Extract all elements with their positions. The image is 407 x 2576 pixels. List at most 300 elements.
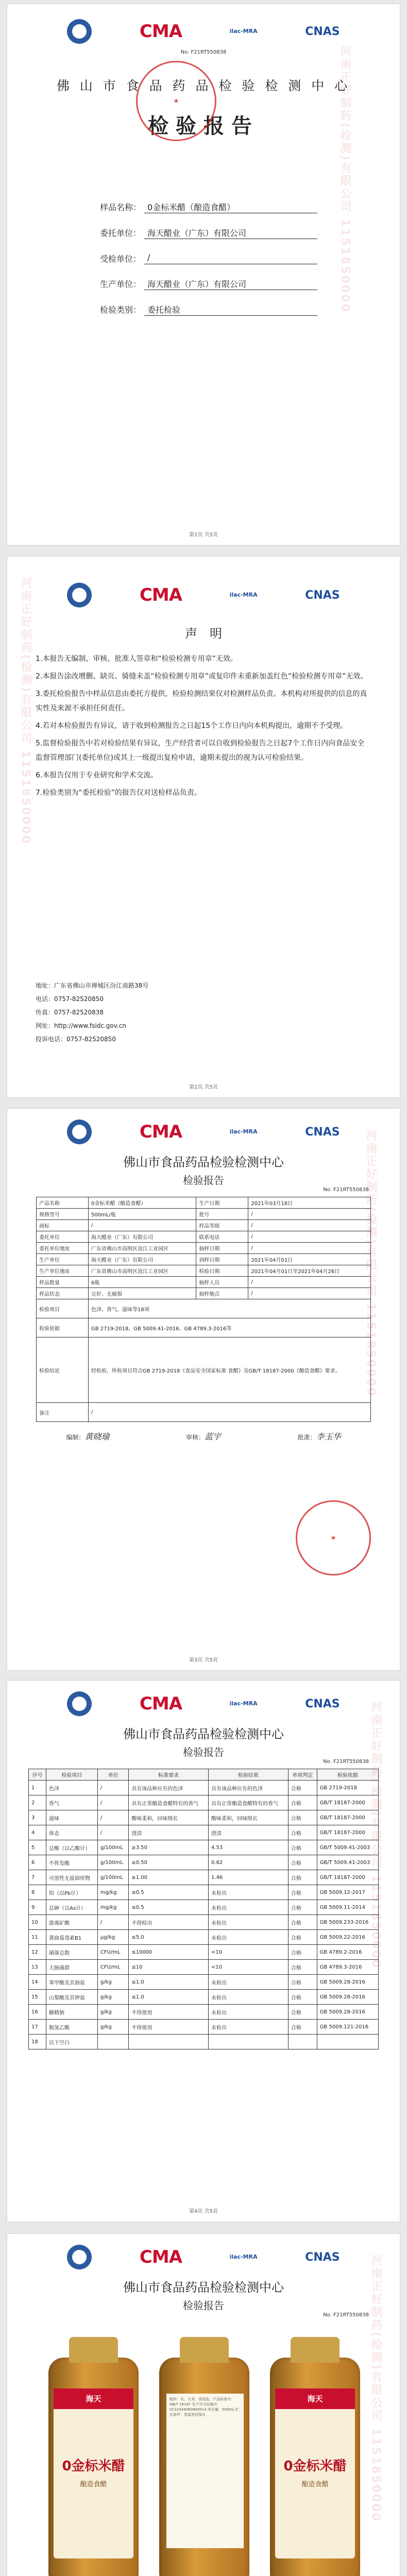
signer-prepared: 编制：黄晓瑜 <box>66 1432 110 1442</box>
table-cell <box>97 2035 128 2049</box>
table-cell: 可溶性无盐固形物 <box>46 1870 98 1885</box>
table-cell: μg/kg <box>97 1930 128 1945</box>
table-row <box>37 1318 371 1337</box>
table-cell: 脱氢乙酸 <box>46 2020 98 2035</box>
table-cell: ≤0.5 <box>129 1900 209 1915</box>
table-cell: 0金标米醋（酿造食醋） <box>89 1197 196 1209</box>
fsidc-logo <box>67 1691 92 1716</box>
table-cell: <10 <box>209 1945 289 1960</box>
table-cell: GB 5009.22-2016 <box>317 1930 378 1945</box>
table-cell: GB/T 18187-2000 <box>317 1795 378 1810</box>
table-cell: 10 <box>29 1915 46 1930</box>
swirl-icon <box>67 1691 92 1716</box>
table-cell: 2 <box>29 1795 46 1810</box>
table-cell: g/kg <box>97 2005 128 2020</box>
table-cell: 检验项目 <box>37 1299 89 1318</box>
table-row <box>29 1795 379 1810</box>
table-cell: 生产日期 <box>196 1197 248 1209</box>
table-cell: / <box>97 1795 128 1810</box>
label-band: 海天 <box>54 2388 133 2409</box>
table-cell: 17 <box>29 2020 46 2035</box>
logo-bar <box>7 577 400 613</box>
table-cell: 委托单位 <box>37 1231 89 1243</box>
table-cell: mg/kg <box>97 1885 128 1900</box>
table-cell: / <box>89 1403 371 1422</box>
swirl-icon <box>67 583 92 607</box>
signer-reviewed: 审核：蓝宇 <box>185 1432 221 1442</box>
table-cell: 合格 <box>288 1840 317 1855</box>
report-number: No. F21RT550838 <box>180 49 227 55</box>
table-cell: 完好、无破损 <box>89 1288 196 1299</box>
cma-logo: CMA <box>139 2247 182 2267</box>
table-cell: 未检出 <box>209 1885 289 1900</box>
table-cell: 未检出 <box>209 2020 289 2035</box>
fsidc-logo <box>67 2245 92 2269</box>
table-header-cell: 检验项目 <box>46 1769 98 1781</box>
table-cell: 糖精钠 <box>46 2005 98 2020</box>
table-cell: 合格 <box>288 2005 317 2020</box>
table-cell: 合格 <box>288 1915 317 1930</box>
table-cell: 2021年04月01日 <box>248 1254 371 1265</box>
table-header-cell: 检验结果 <box>209 1769 289 1781</box>
table-cell: 未检出 <box>209 1990 289 2005</box>
cma-logo: CMA <box>139 585 182 605</box>
table-cell: 色泽 <box>46 1781 98 1795</box>
table-cell: 生产单位地址 <box>37 1265 89 1277</box>
table-row <box>37 1403 371 1422</box>
cnas-logo: CNAS <box>305 588 340 602</box>
table-cell: 批号 <box>196 1209 248 1220</box>
table-cell: g/kg <box>97 1990 128 2005</box>
table-cell: 抽样日期 <box>196 1243 248 1254</box>
field-client: 委托单位： 海天醋业（广东）有限公司 <box>100 227 400 239</box>
table-cell: 3 <box>29 1810 46 1825</box>
ilac-logo: ilac-MRA <box>229 1128 258 1135</box>
bottle-label <box>54 2388 133 2558</box>
label-band: 海天 <box>275 2388 355 2409</box>
watermark: 河南正好制药(检测)有限公司 1151850000 <box>364 1129 377 1397</box>
table-cell: 合格 <box>288 1930 317 1945</box>
table-cell: GB 5009.28-2016 <box>317 2005 378 2020</box>
table-header-row <box>29 1769 379 1781</box>
table-cell: 12 <box>29 1945 46 1960</box>
page-number: 第4页 共5页 <box>189 2209 218 2214</box>
table-cell: g/100mL <box>97 1870 128 1885</box>
table-cell: 2021年03月18日 <box>248 1197 371 1209</box>
table-row <box>29 1975 379 1990</box>
table-cell: CFU/mL <box>97 1945 128 1960</box>
report-subtitle: 检验报告 <box>183 1746 224 1758</box>
cover-page <box>7 4 400 545</box>
page-number: 第3页 共5页 <box>189 1657 218 1663</box>
table-cell: 规格型号 <box>37 1209 89 1220</box>
table-cell: ≤1.0 <box>129 1990 209 2005</box>
table-cell: 具有该品种应有的色泽 <box>129 1781 209 1795</box>
table-cell: 总酸（以乙酸计） <box>46 1840 98 1855</box>
signature-row <box>28 1430 379 1442</box>
table-cell: 酸味柔和，回味绵长 <box>129 1810 209 1825</box>
table-cell: / <box>248 1277 371 1288</box>
table-cell: 合格 <box>288 1870 317 1885</box>
label-product-name: 0金标米醋 <box>62 2459 125 2474</box>
table-cell: 未检出 <box>209 1975 289 1990</box>
report-number: No. F21RT550838 <box>323 2312 369 2318</box>
label-product-type: 酿造食醋 <box>301 2481 329 2488</box>
table-cell: 不得使用 <box>129 2005 209 2020</box>
table-cell: 检验依据 <box>37 1318 89 1337</box>
cover-title: 佛 山 市 食 品 药 品 检 验 检 测 中 心 <box>56 78 351 93</box>
swirl-icon <box>67 2245 92 2269</box>
table-cell: 5 <box>29 1840 46 1855</box>
table-cell: GB 5009.12-2017 <box>317 1885 378 1900</box>
table-cell: GB 5009.28-2016 <box>317 1990 378 2005</box>
table-cell <box>129 2035 209 2049</box>
table-cell <box>288 2035 317 2049</box>
table-cell: 未检出 <box>209 2005 289 2020</box>
table-cell: 合格 <box>288 1855 317 1870</box>
logo-bar <box>7 1686 400 1722</box>
table-row <box>29 1930 379 1945</box>
report-number: No. F21RT550838 <box>323 1759 369 1765</box>
swirl-icon <box>67 1120 92 1144</box>
report-title: 佛山市食品药品检验检测中心 <box>123 2280 284 2295</box>
table-cell: / <box>248 1243 371 1254</box>
table-cell: / <box>248 1231 371 1243</box>
table-cell: 总砷（以As计） <box>46 1900 98 1915</box>
table-cell: 具有正常酿造食醋特有的香气 <box>129 1795 209 1810</box>
table-row <box>37 1265 371 1277</box>
cma-logo: CMA <box>139 1122 182 1142</box>
table-row <box>37 1288 371 1299</box>
contact-fax: 传真：0757-82520838 <box>36 1009 104 1016</box>
table-cell: ≤10 <box>129 1960 209 1975</box>
table-cell: <10 <box>209 1960 289 1975</box>
report-title: 佛山市食品药品检验检测中心 <box>123 1727 284 1741</box>
table-cell: 滋味 <box>46 1810 98 1825</box>
table-cell: ≥0.50 <box>129 1855 209 1870</box>
label-product-name: 0金标米醋 <box>283 2459 347 2474</box>
table-row <box>29 1840 379 1855</box>
table-cell: 联系电话 <box>196 1231 248 1243</box>
table-cell: GB/T 18187-2000 <box>317 1810 378 1825</box>
table-cell: / <box>97 1915 128 1930</box>
notice-page <box>7 556 400 1097</box>
ilac-logo: ilac-MRA <box>229 591 258 598</box>
table-cell: ≤10000 <box>129 1945 209 1960</box>
table-cell: / <box>97 1825 128 1840</box>
swirl-icon <box>67 19 92 44</box>
table-cell: 样品数量 <box>37 1277 89 1288</box>
ilac-logo: ilac-MRA <box>229 28 258 35</box>
table-cell: 检验结论 <box>37 1337 89 1403</box>
bottle-back-label: 配料：水、大米、食用盐。产品标准号：GB/T 18187 生产许可证编号：SC10344060800014 净含量：500mL 贮存条件：常温密封保存 <box>166 2394 244 2548</box>
table-cell: 合格 <box>288 2020 317 2035</box>
table-row <box>29 1810 379 1825</box>
table-cell: 合格 <box>288 1990 317 2005</box>
table-cell: 色泽、香气、滋味等18项 <box>89 1299 371 1318</box>
table-cell: ≤0.5 <box>129 1885 209 1900</box>
table-cell: 香气 <box>46 1795 98 1810</box>
table-row <box>29 1900 379 1915</box>
table-cell: 2021年04月01日至2021年04月26日 <box>248 1265 371 1277</box>
report-title: 佛山市食品药品检验检测中心 <box>123 1155 284 1170</box>
table-cell: 不得检出 <box>129 1915 209 1930</box>
table-row <box>37 1231 371 1243</box>
table-header-cell: 检验依据 <box>317 1769 378 1781</box>
table-cell: 黄曲霉毒素B1 <box>46 1930 98 1945</box>
contact-address: 地址：广东省佛山市禅城区汾江南路38号 <box>36 982 149 989</box>
bottle-cap <box>69 2337 118 2363</box>
table-cell: 未检出 <box>209 1900 289 1915</box>
table-row <box>29 2035 379 2049</box>
table-cell: 山梨酸及其钾盐 <box>46 1990 98 2005</box>
table-cell: 海天醋业（广东）有限公司 <box>89 1254 196 1265</box>
cover-subtitle: 检验报告 <box>148 114 259 138</box>
report-summary-page <box>7 1109 400 1670</box>
table-row <box>29 1870 379 1885</box>
table-cell: ≥1.00 <box>129 1870 209 1885</box>
table-cell: 产品名称 <box>37 1197 89 1209</box>
table-cell: 合格 <box>288 1781 317 1795</box>
table-cell: ≤5.0 <box>129 1930 209 1945</box>
page-number: 第1页 共5页 <box>189 532 218 538</box>
cnas-logo: CNAS <box>305 1697 340 1710</box>
table-cell: 抽样人员 <box>196 1277 248 1288</box>
table-cell: 15 <box>29 1990 46 2005</box>
report-subtitle: 检验报告 <box>183 2299 224 2312</box>
table-cell: GB 5009.233-2016 <box>317 1915 378 1930</box>
cma-logo: CMA <box>139 1693 182 1714</box>
results-table <box>28 1769 379 2049</box>
contact-phone: 电话：0757-82520850 <box>36 995 104 1003</box>
table-cell: g/kg <box>97 2020 128 2035</box>
photo-page <box>7 2234 400 2576</box>
cma-logo: CMA <box>139 21 182 42</box>
table-cell: mg/kg <box>97 1900 128 1915</box>
contact-complaint: 投诉电话：0757-82520850 <box>36 1036 116 1043</box>
table-cell: 1 <box>29 1781 46 1795</box>
table-cell: 大肠菌群 <box>46 1960 98 1975</box>
table-header-cell: 单项判定 <box>288 1769 317 1781</box>
table-cell: 合格 <box>288 1945 317 1960</box>
logo-bar <box>7 13 400 49</box>
field-producer: 生产单位： 海天醋业（广东）有限公司 <box>100 278 400 290</box>
table-row <box>29 1885 379 1900</box>
notice-item: 4.若对本检验报告有异议，请于收到检测报告之日起15个工作日内向本机构提出，逾期不予受理。 <box>36 722 348 730</box>
table-cell: ≥3.50 <box>129 1840 209 1855</box>
table-row <box>37 1254 371 1265</box>
table-cell: 铅（以Pb计） <box>46 1885 98 1900</box>
table-cell: 4 <box>29 1825 46 1840</box>
table-cell: 18 <box>29 2035 46 2049</box>
table-cell: GB/T 5009.41-2003 <box>317 1840 378 1855</box>
signer-approved: 批准：李玉华 <box>297 1432 341 1442</box>
table-cell: GB 5009.121-2016 <box>317 2020 378 2035</box>
table-cell: 合格 <box>288 1900 317 1915</box>
product-photo-front <box>48 2358 139 2576</box>
table-cell: 酸味柔和，回味绵长 <box>209 1810 289 1825</box>
table-cell: 游离矿酸 <box>46 1915 98 1930</box>
cnas-logo: CNAS <box>305 1125 340 1139</box>
table-cell: g/100mL <box>97 1840 128 1855</box>
table-row <box>29 2005 379 2020</box>
table-cell: / <box>89 1220 196 1231</box>
table-cell: 样品等级 <box>196 1220 248 1231</box>
fsidc-logo <box>67 583 92 607</box>
official-seal: ★ <box>136 61 216 141</box>
table-cell: 澄清 <box>209 1825 289 1840</box>
fsidc-logo <box>67 1120 92 1144</box>
table-cell: 合格 <box>288 1960 317 1975</box>
table-row <box>29 1960 379 1975</box>
table-cell: 广东省佛山市高明区沧江工业园区 <box>89 1243 196 1254</box>
notice-item: 6.本报告仅用于专业研究和学术交流。 <box>36 771 158 779</box>
ilac-logo: ilac-MRA <box>229 1700 258 1707</box>
table-cell: / <box>97 1781 128 1795</box>
table-cell: 合格 <box>288 1885 317 1900</box>
table-cell: 14 <box>29 1975 46 1990</box>
page-number: 第2页 共5页 <box>189 1084 218 1090</box>
table-cell: 抽样地点 <box>196 1288 248 1299</box>
table-cell: 澄清 <box>129 1825 209 1840</box>
table-cell: 体态 <box>46 1825 98 1840</box>
watermark: 河南正好制药(检测)有限公司 1151850000 <box>19 577 32 845</box>
table-row <box>29 1945 379 1960</box>
table-cell: 合格 <box>288 1975 317 1990</box>
table-header-cell: 标准要求 <box>129 1769 209 1781</box>
report-number: No. F21RT550838 <box>323 1187 369 1193</box>
notice-list <box>36 652 371 800</box>
official-seal: ★ <box>296 1500 371 1575</box>
ilac-logo: ilac-MRA <box>229 2253 258 2260</box>
table-cell: 备注 <box>37 1403 89 1422</box>
table-cell: / <box>248 1288 371 1299</box>
bottle-cap <box>180 2337 229 2363</box>
table-cell: 4.53 <box>209 1840 289 1855</box>
contact-block <box>36 979 148 1046</box>
watermark: 河南正好制药(检测)有限公司 1151850000 <box>369 2255 382 2522</box>
field-category: 检验类别： 委托检验 <box>100 303 400 316</box>
bottle-label <box>275 2388 355 2558</box>
notice-item: 3.委托检验报告中样品信息由委托方提供，检验检测结果仅对检测样品负责。本机构对所提供的信息的真实性及来源不承担任何责任。 <box>36 690 367 713</box>
table-row <box>37 1197 371 1209</box>
summary-table <box>36 1197 371 1422</box>
product-photo-side <box>159 2358 249 2576</box>
table-row <box>29 1825 379 1840</box>
table-cell: ≤1.0 <box>129 1975 209 1990</box>
table-cell: 合格 <box>288 1825 317 1840</box>
table-cell: 委托单位地址 <box>37 1243 89 1254</box>
table-row <box>29 1915 379 1930</box>
table-row <box>37 1209 371 1220</box>
notice-item: 7.检验类别为“委托检验”的报告仅对送检样品负责。 <box>36 789 201 797</box>
table-row <box>29 1990 379 2005</box>
field-sample-name: 样品名称： 0金标米醋（酿造食醋） <box>100 201 400 213</box>
bottle-cap <box>291 2337 340 2363</box>
table-cell: GB 4789.3-2016 <box>317 1960 378 1975</box>
table-cell: GB/T 5009.41-2003 <box>317 1855 378 1870</box>
table-cell: 13 <box>29 1960 46 1975</box>
table-cell <box>209 2035 289 2049</box>
table-cell: 商标 <box>37 1220 89 1231</box>
label-product-type: 酿造食醋 <box>80 2481 107 2488</box>
table-cell: 未检出 <box>209 1930 289 1945</box>
logo-bar <box>7 2239 400 2275</box>
table-row <box>37 1243 371 1254</box>
cnas-logo: CNAS <box>305 25 340 38</box>
table-cell: 11 <box>29 1930 46 1945</box>
table-row <box>37 1277 371 1288</box>
table-cell: 苯甲酸及其钠盐 <box>46 1975 98 1990</box>
table-row <box>37 1220 371 1231</box>
table-cell: GB 5009.28-2016 <box>317 1975 378 1990</box>
table-cell: GB 2719-2018 <box>317 1781 378 1795</box>
field-inspected: 受检单位： / <box>100 252 400 264</box>
table-cell: 合格 <box>288 1810 317 1825</box>
table-cell: 检验日期 <box>196 1265 248 1277</box>
table-cell: 8 <box>29 1885 46 1900</box>
table-cell: 0.62 <box>209 1855 289 1870</box>
table-row <box>29 1855 379 1870</box>
logo-bar <box>7 1114 400 1150</box>
table-cell: g/100mL <box>97 1855 128 1870</box>
table-cell: GB 5009.11-2014 <box>317 1900 378 1915</box>
notice-item: 1.本报告无编制、审核、批准人签章和“检验检测专用章”无效。 <box>36 655 238 663</box>
watermark: 河南正好制药(检测)有限公司 1151850000 <box>338 45 351 313</box>
table-cell: 6瓶 <box>89 1277 196 1288</box>
table-cell: / <box>248 1220 371 1231</box>
fsidc-logo <box>67 19 92 44</box>
table-cell: CFU/mL <box>97 1960 128 1975</box>
table-cell: 1.46 <box>209 1870 289 1885</box>
table-cell: 500mL/瓶 <box>89 1209 196 1220</box>
table-cell: 16 <box>29 2005 46 2020</box>
notice-item: 2.本报告涂改增删、缺页、骑缝未盖“检验检测专用章”或复印件未重新加盖红色“检验检测专用章”无效。 <box>36 672 368 681</box>
table-cell: 广东省佛山市高明区沧江工业园区 <box>89 1265 196 1277</box>
contact-web: 网址：http://www.fsidc.gov.cn <box>36 1022 126 1029</box>
table-cell: GB/T 18187-2000 <box>317 1870 378 1885</box>
table-cell: 具有该品种应有的色泽 <box>209 1781 289 1795</box>
cnas-logo: CNAS <box>305 2250 340 2264</box>
table-row <box>37 1337 371 1403</box>
table-cell: 具有正常酿造食醋特有的香气 <box>209 1795 289 1810</box>
table-cell: 生产单位 <box>37 1254 89 1265</box>
table-cell: g/kg <box>97 1975 128 1990</box>
notice-item: 5.监督检验报告中若对检验结果有异议，生产经营者可以自收到检验报告之日起7个工作日内向食品安全监督管理部门(委托单位)或其上一级提出复检申请，逾期未提出的视为认可检验结果。 <box>36 739 365 762</box>
table-cell: 以下空白 <box>46 2035 98 2049</box>
table-row <box>29 2020 379 2035</box>
watermark: 河南正好制药(检测)有限公司 1151850000 <box>369 1701 382 1969</box>
report-subtitle: 检验报告 <box>183 1174 224 1187</box>
table-cell: 样品状态 <box>37 1288 89 1299</box>
table-cell: GB 4789.2-2016 <box>317 1945 378 1960</box>
table-cell: 6 <box>29 1855 46 1870</box>
table-cell: 菌落总数 <box>46 1945 98 1960</box>
cover-fields <box>100 201 400 316</box>
table-header-cell: 单位 <box>97 1769 128 1781</box>
table-cell: / <box>97 1810 128 1825</box>
notice-title: 声 明 <box>185 626 222 641</box>
table-row <box>29 1781 379 1795</box>
table-cell: GB/T 18187-2000 <box>317 1825 378 1840</box>
table-cell: GB 2719-2018、GB 5009.41-2016、GB 4789.3-2016等 <box>89 1318 371 1337</box>
table-cell: 7 <box>29 1870 46 1885</box>
table-cell: 经检验，所检项目符合GB 2719-2018《食品安全国家标准 食醋》及GB/T 18187-2000《酿造食醋》要求。 <box>89 1337 371 1403</box>
table-row <box>37 1299 371 1318</box>
results-page <box>7 1681 400 2222</box>
table-cell: 9 <box>29 1900 46 1915</box>
table-cell: 到样日期 <box>196 1254 248 1265</box>
